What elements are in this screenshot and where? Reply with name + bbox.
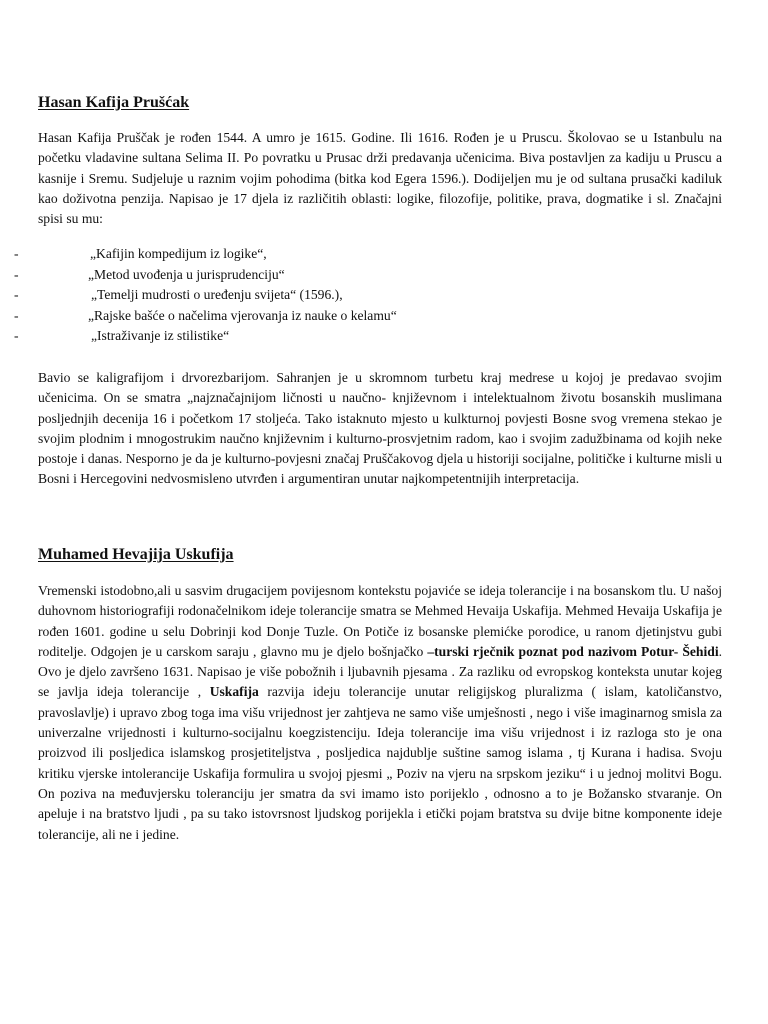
paragraph-text: razvija ideju tolerancije unutar religijskog pluralizma ( islam, katoličanstvo, pravoslavlje) i upravo zbog toga ima višu vrijednost jer zahtjeva ne samo više umješnosti , nego i više imaginarnog smisla za univerzalne vrijednosti i kulturno-socijalnu koegzistenciju. Ideja tolerancije ima višu vrijednost i iz razloga sto je ona proizvod ili posljedica islamskog prosjetiteljstva , posljedica najdublje suštine samog islama , tj Kurana i hadisa. Svoju kritiku vjerske intolerancije Uskafija formulira u svojoj pjesmi „ Poziv na vjeru na srpskom jeziku“ i u jednoj molitvi Bogu. On poziva na međuvjersku toleranciju jer smatra da svi imamo isto porijeklo , odnosno a to je Božansko stvaranje. On apeluje i na bratstvo ljudi , pa su tako istovrsnost ljudskog porijekla i etički pojam bratstva su dvije bitne komponente ideje tolerancije, ali ne i jedine. [38, 684, 722, 842]
list-item-text: „Kafijin kompedijum iz logike“, [90, 246, 267, 261]
paragraph-biography-1: Hasan Kafija Pruščak je rođen 1544. A umro je 1615. Godine. Ili 1616. Rođen je u Pruscu. Školovao se u Istanbulu na početku vladavine sultana Selima II. Po povratku u Prusac drži predavanja učenicima. Biva postavljen za kadiju u Pruscu a kasnije i Sremu. Sudjeluje u raznim vojim pohodima (bitka kod Egera 1596.). Dodijeljen mu je od sultana prusački kadiluk kao doživotna penzija. Napisao je 17 djela iz različitih oblasti: logike, filozofije, politike, prava, dogmatike i sl. Značajni spisi su mu: [38, 130, 722, 227]
bold-dictionary-title: –turski rječnik poznat pod nazivom Potur- Šehidi [427, 643, 719, 659]
list-dash: - [14, 246, 19, 261]
list-item-text: „Temelji mudrosti o uređenju svijeta“ (1596.), [91, 287, 343, 303]
list-dash: - [14, 328, 19, 344]
paragraph-tolerance [38, 581, 722, 845]
paragraph-biography-2: Bavio se kaligrafijom i drvorezbarijom. Sahranjen je u skromnom turbetu kraj medrese u kojoj je predavao svojim učenicima. On se smatra „najznačajnijom ličnosti u naučno- književnom i intelektualnom životu bosanskih muslimana posljednjih decenija 16 i početkom 17 stoljeća. Tako istaknuto mjesto u kulkturnoj povjesti Bosne svog vremena stekao je svojim plodnim i mnogostrukim naučno književnim i kulturno-prosvjetnim radom, kao i svojim zadužbinama od kojih neke postoje i danas. Nesporno je da je kulturno-povjesni značaj Pruščakovog djela u historiji socijalne, političke i kulturne misli u Bosni i Hercegovini nedvosmisleno utvrđen i argumentiran unutar najkompetentnijih interpretacija. [38, 370, 722, 487]
list-dash: - [14, 287, 19, 303]
list-dash: - [14, 266, 19, 282]
list-item-text: „Istraživanje iz stilistike“ [91, 328, 230, 344]
section-title-muhamed-hevajija: Muhamed Hevajija Uskufija [38, 546, 234, 563]
paragraph-text: . Ovo je djelo završeno 1631. Napisao je više pobožnih i ljubavnih pjesama . Za razliku od evropskog konteksta unutar kojeg se javlja ideja tolerancije , [38, 643, 722, 700]
list-item-text: „Rajske bašće o načelima vjerovanja iz nauke o kelamu“ [88, 307, 397, 323]
list-dash: - [14, 307, 19, 323]
bold-author-name: Uskafija [209, 684, 259, 700]
paragraph-text: Vremenski istodobno,ali u sasvim drugacijem povijesnom kontekstu pojaviće se ideja tolerancije i na bosanskom tlu. U našoj duhovnom historiografiji rodonačelnikom ideje tolerancije smatra se Mehmed Hevaija Uskafija. Mehmed Hevaija Uskafija je rođen 1601. godine u selu Dobrinji kod Donje Tuzle. On Potiče iz bosanske plemićke porodice, u ranom djetinjstvu gubi roditelje. Odgojen je u carskom saraju , glavno mu je djelo bošnjačko [38, 583, 722, 659]
section-title-hasan-kafija: Hasan Kafija Prušćak [38, 94, 190, 111]
list-item-text: „Metod uvođenja u jurisprudenciju“ [88, 266, 285, 282]
